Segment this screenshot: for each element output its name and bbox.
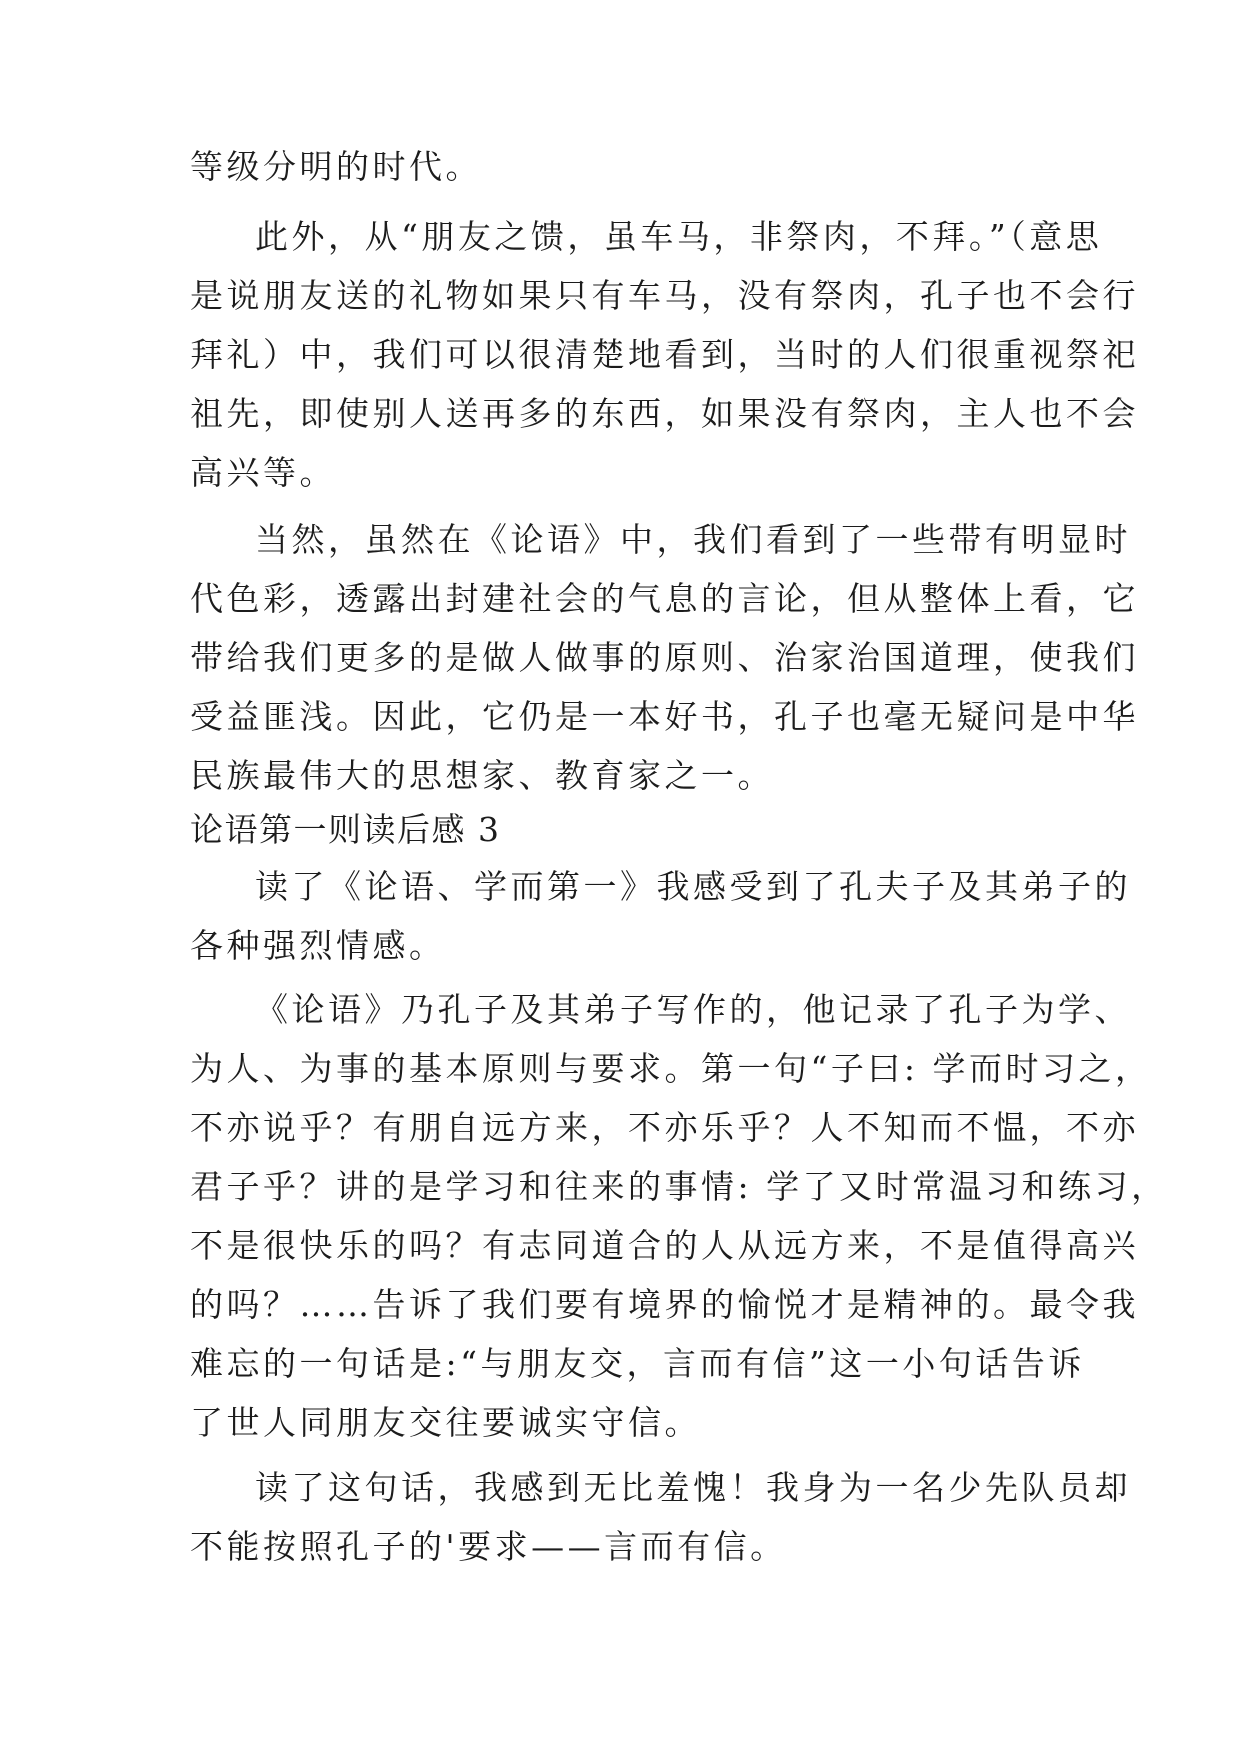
text-line: 不是很快乐的吗？有志同道合的人从远方来，不是值得高兴: [190, 1226, 1139, 1265]
text-line: 各种强烈情感。: [190, 926, 446, 965]
text-line: 是说朋友送的礼物如果只有车马，没有祭肉，孔子也不会行: [190, 276, 1139, 315]
text-line: 带给我们更多的是做人做事的原则、治家治国道理，使我们: [190, 638, 1139, 677]
text-line: 受益匪浅。因此，它仍是一本好书，孔子也毫无疑问是中华: [190, 697, 1139, 736]
text-line: 君子乎？讲的是学习和往来的事情: 学了又时常温习和练习，: [190, 1167, 1168, 1206]
text-line: 拜礼）中，我们可以很清楚地看到，当时的人们很重视祭祀: [190, 335, 1139, 374]
section-heading: 论语第一则读后感 3: [190, 810, 501, 849]
text-line: 代色彩，透露出封建社会的气息的言论，但从整体上看，它: [190, 579, 1139, 618]
paragraph-first-line: 读了《论语、学而第一》我感受到了孔夫子及其弟子的: [255, 867, 1131, 906]
text-line: 祖先，即使别人送再多的东西，如果没有祭肉，主人也不会: [190, 394, 1139, 433]
text-line: 难忘的一句话是:“与朋友交，言而有信”这一小句话告诉: [190, 1344, 1085, 1383]
paragraph-first-line: 读了这句话，我感到无比羞愧！我身为一名少先队员却: [255, 1468, 1131, 1507]
text-line: 高兴等。: [190, 453, 336, 492]
paragraph-first-line: 此外，从“朋友之馈，虽车马，非祭肉，不拜。”（意思: [255, 217, 1103, 256]
text-line: 的吗？……告诉了我们要有境界的愉悦才是精神的。最令我: [190, 1285, 1139, 1324]
text-line: 不能按照孔子的'要求——言而有信。: [190, 1527, 787, 1566]
text-line: 为人、为事的基本原则与要求。第一句“子曰: 学而时习之，: [190, 1049, 1152, 1088]
text-line: 了世人同朋友交往要诚实守信。: [190, 1403, 701, 1442]
text-line: 不亦说乎？有朋自远方来，不亦乐乎？人不知而不愠，不亦: [190, 1108, 1139, 1147]
paragraph-first-line: 当然，虽然在《论语》中，我们看到了一些带有明显时: [255, 520, 1131, 559]
paragraph-first-line: 《论语》乃孔子及其弟子写作的，他记录了孔子为学、: [255, 990, 1131, 1029]
text-line: 等级分明的时代。: [190, 147, 482, 186]
text-line: 民族最伟大的思想家、教育家之一。: [190, 756, 774, 795]
